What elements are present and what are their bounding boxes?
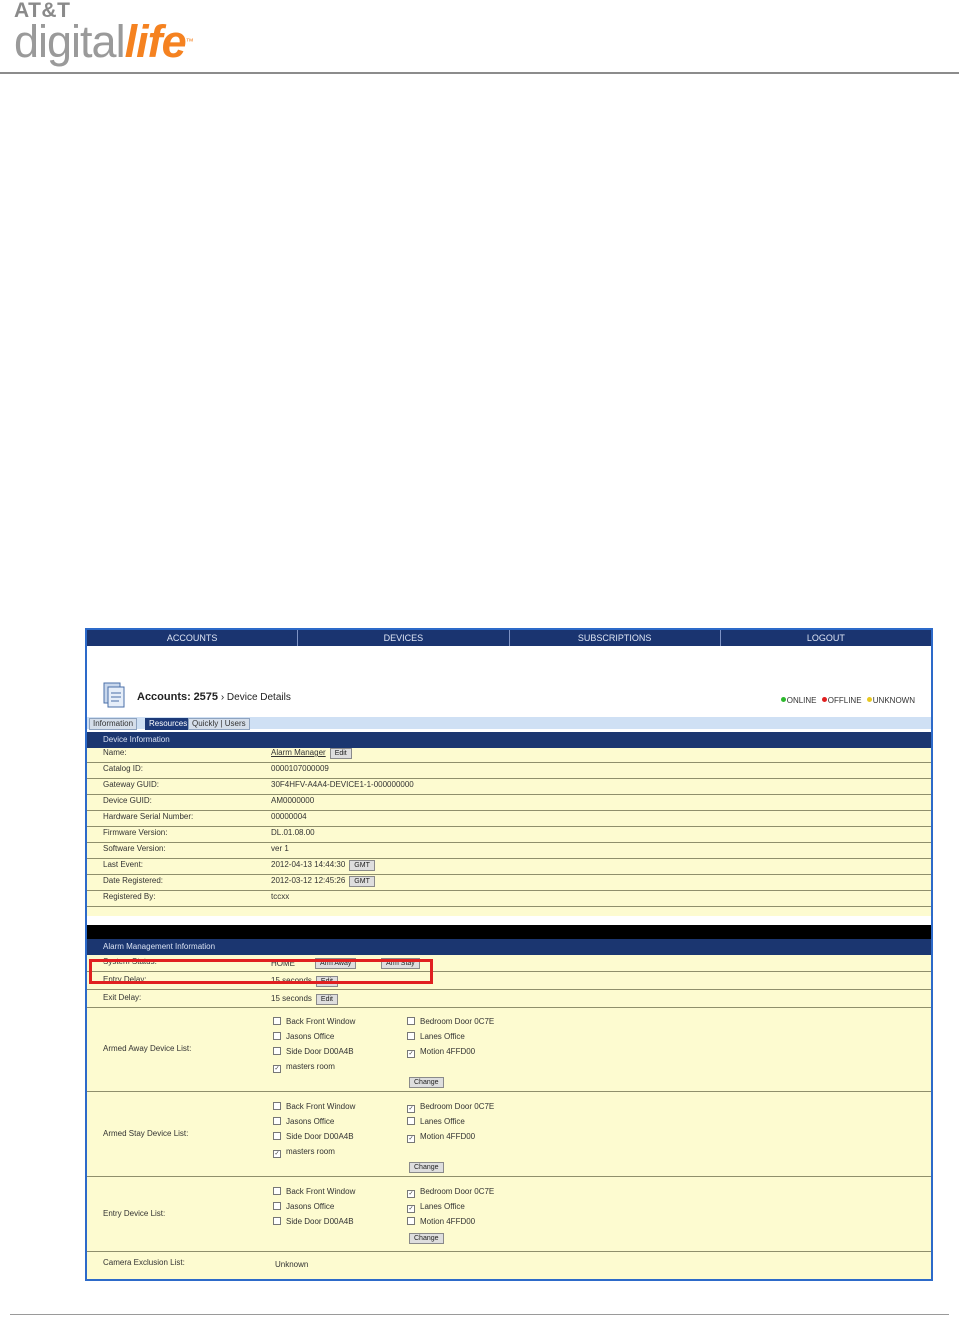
page-title (137, 691, 291, 703)
device-name: masters room (286, 1062, 335, 1071)
device-name: Motion 4FFD00 (420, 1047, 476, 1056)
checkbox[interactable] (273, 1032, 281, 1040)
brand-tm: ™ (185, 37, 194, 46)
device-name: Back Front Window (286, 1102, 356, 1111)
device-checkbox-item[interactable] (273, 1062, 335, 1073)
top-navigation (87, 630, 931, 646)
system-status-value: HOME (271, 959, 295, 968)
device-checkbox-item[interactable] (407, 1217, 475, 1226)
checkbox[interactable] (273, 1047, 281, 1055)
device-name: Back Front Window (286, 1187, 356, 1196)
nav-subscriptions[interactable]: SUBSCRIPTIONS (510, 630, 721, 646)
alarm-info-header: Alarm Management Information (87, 939, 931, 955)
device-name: Jasons Office (286, 1202, 335, 1211)
row-value: AM0000000 (271, 796, 315, 805)
checkbox-checked[interactable] (407, 1205, 415, 1213)
nav-devices[interactable]: DEVICES (298, 630, 509, 646)
device-checkbox-item[interactable] (407, 1202, 465, 1213)
device-checkbox-item[interactable] (273, 1147, 335, 1158)
row-value: 30F4HFV-A4A4-DEVICE1-1-000000000 (271, 780, 414, 789)
arm-stay-button[interactable]: Arm Stay (381, 958, 420, 969)
table-row (87, 748, 931, 763)
table-row (87, 892, 931, 907)
legend-unknown: UNKNOWN (872, 696, 915, 705)
device-name: Motion 4FFD00 (420, 1132, 476, 1141)
device-name: Lanes Office (420, 1117, 465, 1126)
brand-digital-life (14, 16, 194, 68)
row-label: Firmware Version: (103, 828, 168, 837)
device-name: Bedroom Door 0C7E (420, 1187, 495, 1196)
checkbox-checked[interactable] (407, 1190, 415, 1198)
online-dot-icon (781, 697, 786, 702)
tab-information[interactable]: Information (89, 718, 137, 730)
arm-away-button[interactable]: Arm Away (315, 958, 356, 969)
checkbox-checked[interactable] (407, 1105, 415, 1113)
row-label: Armed Away Device List: (103, 1044, 192, 1053)
device-name: Bedroom Door 0C7E (420, 1102, 495, 1111)
device-name: masters room (286, 1147, 335, 1156)
table-row (87, 828, 931, 843)
table-row (87, 780, 931, 795)
device-checkbox-item[interactable] (407, 1117, 465, 1126)
status-legend (778, 696, 915, 705)
header-divider (0, 72, 959, 74)
att-digital-life-logo (14, 0, 194, 67)
checkbox-checked[interactable] (407, 1135, 415, 1143)
checkbox[interactable] (407, 1117, 415, 1125)
row-value: Unknown (275, 1260, 309, 1269)
edit-name-button[interactable]: Edit (330, 748, 352, 759)
device-checkbox-item[interactable] (273, 1117, 334, 1126)
row-value: 2012-04-13 14:44:30 (271, 860, 346, 869)
table-row (87, 860, 931, 875)
row-value: 15 seconds (271, 994, 312, 1003)
row-label: Device GUID: (103, 796, 152, 805)
edit-entry-delay-button[interactable]: Edit (316, 976, 338, 987)
brand-digital: digital (14, 16, 125, 67)
row-label: Armed Stay Device List: (103, 1129, 189, 1138)
entry-device-row (87, 1179, 931, 1252)
device-checkbox-item[interactable] (407, 1032, 465, 1041)
row-value: DL.01.08.00 (271, 828, 315, 837)
table-row (87, 876, 931, 891)
row-label: Entry Delay: (103, 975, 147, 984)
device-checkbox-item[interactable] (273, 1047, 354, 1056)
device-checkbox-item[interactable] (273, 1032, 334, 1041)
row-value: 2012-03-12 12:45:26 (271, 876, 346, 885)
device-name: Back Front Window (286, 1017, 356, 1026)
row-label: System Status: (103, 957, 157, 966)
device-checkbox-item[interactable] (273, 1102, 355, 1111)
checkbox-checked[interactable] (273, 1150, 281, 1158)
checkbox[interactable] (273, 1187, 281, 1195)
change-armed-stay-button[interactable]: Change (409, 1162, 444, 1173)
row-label: Gateway GUID: (103, 780, 160, 789)
table-row (87, 1254, 931, 1274)
nav-logout[interactable]: LOGOUT (806, 633, 845, 643)
device-name: Jasons Office (286, 1117, 335, 1126)
device-checkbox-item[interactable] (273, 1202, 334, 1211)
row-value: Alarm Manager (271, 748, 326, 757)
device-checkbox-item[interactable] (407, 1132, 475, 1143)
tab-quickly-users[interactable]: Quickly | Users (188, 718, 250, 730)
device-info-table (87, 748, 931, 916)
legend-offline: OFFLINE (827, 696, 862, 705)
gmt-button[interactable]: GMT (349, 876, 375, 887)
system-status-highlight (89, 959, 433, 984)
table-row (87, 764, 931, 779)
checkbox[interactable] (273, 1202, 281, 1210)
device-name: Side Door D00A4B (286, 1217, 354, 1226)
row-label: Date Registered: (103, 876, 164, 885)
checkbox[interactable] (273, 1217, 281, 1225)
row-value: ver 1 (271, 844, 289, 853)
device-checkbox-item[interactable] (407, 1102, 494, 1113)
account-number[interactable]: 2575 (193, 691, 219, 703)
brand-att: AT&T (14, 0, 71, 22)
row-label: Registered By: (103, 892, 156, 901)
device-checkbox-item[interactable] (407, 1047, 475, 1058)
armed-away-row (87, 1009, 931, 1092)
device-info-header: Device Information (87, 732, 931, 748)
row-label: Hardware Serial Number: (103, 812, 194, 821)
device-name: Side Door D00A4B (286, 1132, 354, 1141)
device-name: Bedroom Door 0C7E (420, 1017, 495, 1026)
checkbox[interactable] (407, 1217, 415, 1225)
tab-bar (87, 717, 931, 729)
device-checkbox-item[interactable] (273, 1217, 354, 1226)
footer-divider (10, 1314, 949, 1315)
gmt-button[interactable]: GMT (349, 860, 375, 871)
device-checkbox-item[interactable] (407, 1187, 494, 1198)
checkbox[interactable] (407, 1017, 415, 1025)
device-checkbox-item[interactable] (407, 1017, 494, 1026)
checkbox[interactable] (273, 1102, 281, 1110)
armed-stay-row (87, 1094, 931, 1177)
device-checkbox-item[interactable] (273, 1017, 355, 1026)
device-name: Jasons Office (286, 1032, 335, 1041)
change-entry-list-button[interactable]: Change (409, 1233, 444, 1244)
row-label: Catalog ID: (103, 764, 144, 773)
table-row (87, 796, 931, 811)
checkbox-checked[interactable] (273, 1065, 281, 1073)
table-row (87, 991, 931, 1008)
table-row (87, 844, 931, 859)
device-name: Lanes Office (420, 1032, 465, 1041)
device-name: Lanes Office (420, 1202, 465, 1211)
device-checkbox-item[interactable] (273, 1187, 355, 1196)
row-label: Last Event: (103, 860, 144, 869)
row-value: tccxx (271, 892, 290, 901)
row-value: 15 seconds (271, 976, 312, 985)
brand-life: life (124, 16, 186, 67)
row-value: 00000004 (271, 812, 307, 821)
alarm-info-table (87, 955, 931, 1279)
checkbox-checked[interactable] (407, 1050, 415, 1058)
row-label: Software Version: (103, 844, 166, 853)
row-label: Camera Exclusion List: (103, 1258, 185, 1267)
row-label: Exit Delay: (103, 993, 142, 1002)
legend-online: ONLINE (786, 696, 817, 705)
row-value: 0000107000009 (271, 764, 329, 773)
change-armed-away-button[interactable]: Change (409, 1077, 444, 1088)
checkbox[interactable] (273, 1132, 281, 1140)
checkbox[interactable] (407, 1032, 415, 1040)
breadcrumb: › Device Details (218, 692, 291, 703)
device-details-screenshot (85, 628, 933, 1281)
checkbox[interactable] (273, 1117, 281, 1125)
device-icon (102, 682, 126, 708)
edit-exit-delay-button[interactable]: Edit (316, 994, 338, 1005)
account-label: Accounts: (137, 691, 191, 703)
unknown-dot-icon (867, 697, 872, 702)
account-header (87, 646, 931, 716)
row-label: Name: (103, 748, 127, 757)
device-name: Motion 4FFD00 (420, 1217, 476, 1226)
row-label: Entry Device List: (103, 1209, 166, 1218)
device-name: Side Door D00A4B (286, 1047, 354, 1056)
section-divider (87, 925, 931, 939)
table-row (87, 812, 931, 827)
device-checkbox-item[interactable] (273, 1132, 354, 1141)
tab-resources[interactable]: Resources (145, 718, 191, 730)
nav-accounts[interactable]: ACCOUNTS (87, 630, 298, 646)
offline-dot-icon (822, 697, 827, 702)
checkbox[interactable] (273, 1017, 281, 1025)
